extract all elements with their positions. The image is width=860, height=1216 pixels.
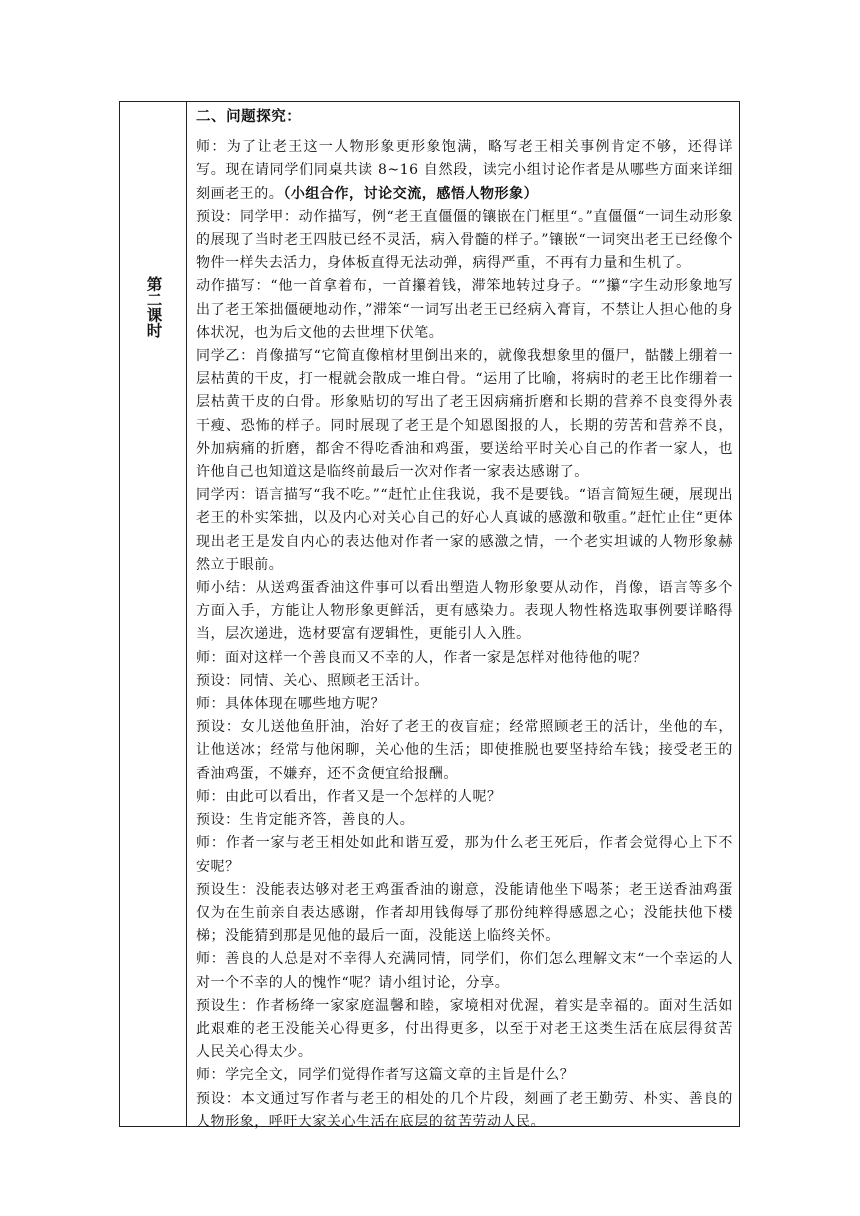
lesson-table xyxy=(119,101,740,1130)
paragraph: 师：面对这样一个善良而又不幸的人，作者一家是怎样对他待他的呢？ xyxy=(196,649,648,666)
paragraph: 动作描写：“他一首拿着布，一首攥着钱，滞笨地转过身子。“”攥“字生动形象地写出了老王笨拙僵硬地动作，”滞笨“一词写出老王已经病入膏肓，不禁让人担心他的身体状况，也为后文他的去世埋下伏笔。 xyxy=(196,278,733,341)
paragraph: 师：作者一家与老王相处如此和谐互爱，那为什么老王死后，作者会觉得心上下不安呢？ xyxy=(196,835,733,875)
paragraph: 师小结：从送鸡蛋香油这件事可以看出塑造人物形象要从动作，肖像，语言等多个方面入手，方能让人物形象更鲜活，更有感染力。表现人物性格选取事例要详略得当，层次递进，选材要富有逻辑性，更能引人入胜。 xyxy=(196,580,733,643)
lesson-period-label: 第二课时 xyxy=(144,276,163,338)
paragraph: 预设：本文通过写作者与老王的相处的几个片段，刻画了老王勤劳、朴实、善良的人物形象，呼吁大家关心生活在底层的贫苦劳动人民。 xyxy=(196,1090,733,1130)
paragraph: 预设生：没能表达够对老王鸡蛋香油的谢意，没能请他坐下喝茶；老王送香油鸡蛋仅为在生前亲自表达感谢，作者却用钱侮辱了那份纯粹得感恩之心；没能扶他下楼梯；没能猜到那是见他的最后一面，没能送上临终关怀。 xyxy=(196,881,733,945)
paragraph: 同学乙：肖像描写“它简直像棺材里倒出来的，就像我想象里的僵尸，骷髅上绷着一层枯黄的干皮，打一棍就会散成一堆白骨。“运用了比喻，将病时的老王比作绷着一层枯黄干皮的白骨。形象贴切的写出了老王因病痛折磨和长期的营养不良变得外表干瘦、恐怖的样子。同时展现了老王是个知恩图报的人，长期的劳苦和营养不良，外加病痛的折磨，都舍不得吃香油和鸡蛋，要送给平时关心自己的作者一家人，也许他自己也知道这是临终前最后一次对作者一家表达感谢了。 xyxy=(196,348,733,481)
paragraph: 预设：同情、关心、照顾老王活计。 xyxy=(196,672,429,689)
paragraph: 师：善良的人总是对不幸得人充满同情，同学们，你们怎么理解文末“一个幸运的人对一个不幸的人的愧怍“呢？请小组讨论，分享。 xyxy=(196,951,733,991)
paragraph: 预设生：作者杨绛一家家庭温馨和睦，家境相对优渥，着实是幸福的。面对生活如此艰难的老王没能关心得更多，付出得更多，以至于对老王这类生活在底层得贫苦人民关心得太少。 xyxy=(196,997,733,1061)
paragraph: 预设：同学甲：动作描写，例“老王直僵僵的镶嵌在门框里“。”直僵僵“一词生动形象的展现了当时老王四肢已经不灵活，病入骨髓的样子。”镶嵌“一词突出老王已经像个物件一样失去活力，身体板直得无法动弹，病得严重，不再有力量和生机了。 xyxy=(196,208,733,272)
paragraph: 师：具体体现在哪些地方呢？ xyxy=(196,696,386,713)
paragraph: 师：学完全文，同学们觉得作者写这篇文章的主旨是什么？ xyxy=(196,1067,575,1084)
paragraph: 预设：女儿送他鱼肝油，治好了老王的夜盲症；经常照顾老王的活计，坐他的车，让他送冰；经常与他闲聊，关心他的生活；即使推脱也要坚持给车钱；接受老王的香油鸡蛋，不嫌弃，还不贪便宜给报酬。 xyxy=(196,719,733,782)
paragraph xyxy=(196,136,733,206)
paragraph-bold-text: （小组合作，讨论交流，感悟人物形象） xyxy=(283,185,539,202)
paragraph: 师：由此可以看出，作者又是一个怎样的人呢？ xyxy=(196,788,502,805)
section-heading: 二、问题探究： xyxy=(196,109,302,125)
paragraph-text: 师：为了让老王这一人物形象更形象饱满，略写老王相关事例肯定不够，还得详写。现在请同学们同桌共读 8~16 自然段，读完小组讨论作者是从哪些方面来详细刻画老王的。 xyxy=(196,139,733,202)
paragraph: 同学丙：语言描写“我不吃。”“赶忙止住我说，我不是要钱。“语言简短生硬，展现出老王的朴实笨拙，以及内心对关心自己的好心人真诚的感激和敬重。”赶忙止住“更体现出老王是发自内心的表达他对作者一家的感激之情，一个老实坦诚的人物形象赫然立于眼前。 xyxy=(196,487,733,573)
lesson-content-cell xyxy=(187,102,739,1130)
lesson-period-cell xyxy=(120,102,187,1126)
paragraph: 预设：生肯定能齐答，善良的人。 xyxy=(196,812,415,829)
